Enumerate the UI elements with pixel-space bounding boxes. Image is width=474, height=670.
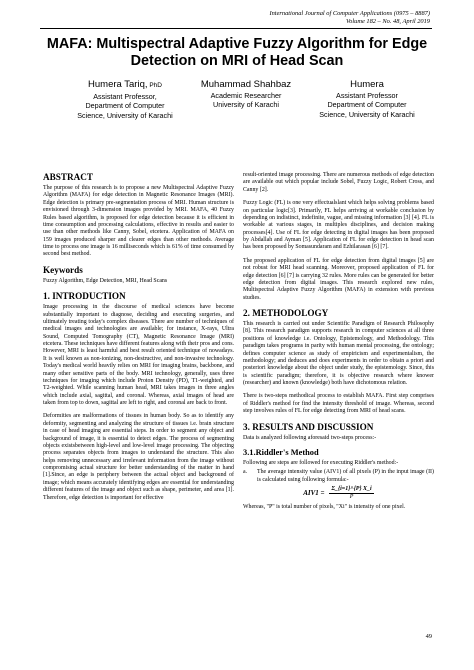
introduction-paragraph: Image processing in the discourse of medical sciences have become substantially important to diagnose, deciding and executing surgeries, and ultimately treating today's complex diseases. There are number of techniques of medical images and technologies are available; for instance, X-rays, Ultra Sound, Computed Tomography (CT), Magnetic Resonance Image (MRI) etcetera. These techniques have different features along with their pros and cons. However, MRI is least harmful and best result oriented technique of nowadays. It is well known as non-ionizing, non-destructive, and non-invasive technology. Today's medical world heavily relies on MRI for imaging brains, backbone, and many other sensitive parts of the body. MRI technology, generally, uses three techniques for imaging which include Proton Density (PD), T1-weighted, and T2-weighted. While scanning human head, MRI takes images in three angles which include axial, sagittal, and coronal. Whereas, axial images of head are taken from top to down, sagittal are left to right, and coronal are back to front.	[43, 304, 234, 406]
author-3	[292, 79, 442, 119]
body-paragraph: Data is analyzed following aforesaid two-steps process:-	[243, 434, 377, 441]
journal-citation: International Journal of Computer Applications (0975 – 8887)	[269, 10, 430, 17]
body-paragraph: Following are steps are followed for executing Riddler's method:-	[243, 459, 399, 466]
equation-fraction	[329, 486, 373, 501]
author-affiliation: Science, University of Karachi	[319, 109, 415, 119]
introduction-heading: 1. INTRODUCTION	[43, 291, 126, 302]
author-degree: PhD	[147, 82, 162, 89]
journal-header	[130, 10, 430, 26]
author-affiliation: Science, University of Karachi	[77, 110, 173, 120]
body-paragraph: This research is carried out under Scientific Paradigm of Research Philosophy [8]. This research paradigm supports research in computer sciences at all three positions of knowledge i.e. Ontology, Epistemology, and Methodology. This paradigm takes programs in parity with human mental processing, the ontology; defines computer science as study of empiricism and experimentalism, the methodology; and deduces and does experiments in order to obtain a priori and posteriori knowledge about the object under study, the epistemology. Since, this is scientific paradigm; therefore, it is objective research where knower (researcher) and known (knowledge) both have dichotomous relation.	[243, 321, 434, 386]
left-column	[43, 172, 234, 508]
title-line-1: MAFA: Multispectral Adaptive Fuzzy Algorithm for Edge	[46, 36, 428, 52]
introduction-paragraph: Deformities are malformations of tissues in human body. So as to identify any deformity, segmenting and analyzing the structure of tissues i.e. brain structure in case of head imaging are essential steps. In order to segment any object and background of image, it is essential to detect edges. The process of segmenting objects existsbetween high-level and low-level image processing. The objecting process separates objects from images to understand the structure. This also helps removing unnecessary and irrelevant information from the image without compromising actual structure for better understanding of the matter in hand [1].Since, an edge is periphery between the actual object and background of image; which means accurately identifying edges are essential for understanding different features of the image and object such as shape, perimeter, and area [1]. Therefore, edge detection is important for effective	[43, 413, 234, 501]
equation	[243, 486, 434, 501]
body-paragraph: Whereas, "P" is total number of pixels, "Xi" is intensity of one pixel.	[243, 504, 406, 510]
keywords-text: Fuzzy Algorithm, Edge Detection, MRI, Head Scans	[43, 277, 168, 284]
author-affiliation: Department of Computer	[85, 101, 165, 111]
page-number: 49	[425, 633, 432, 640]
author-affiliation: University of Karachi	[213, 100, 279, 110]
author-role: Academic Researcher	[210, 91, 282, 100]
author-name: Muhammad Shahbaz	[200, 79, 292, 90]
author-affiliation: Department of Computer	[327, 100, 407, 110]
journal-volume: Volume 182 – No. 48, April 2019	[345, 18, 430, 25]
riddler-heading: 3.1.Riddler's Method	[243, 447, 319, 457]
abstract-heading: ABSTRACT	[43, 172, 94, 182]
author-block	[30, 79, 444, 155]
list-item-label: a.	[243, 469, 248, 476]
paper-title	[30, 36, 444, 70]
author-name: Humera Tariq,	[88, 79, 148, 90]
author-role: Assistant Professor,	[93, 92, 157, 101]
body-paragraph: There is two-steps methodical process to establish MAFA. First step comprises of Riddler's method for find the intensity threshold of image. Whereas, second step involves rules of FL for edge detecting from MRI of head scans.	[243, 393, 434, 415]
author-name: Humera	[350, 79, 384, 90]
body-paragraph: result-oriented image processing. There are numerous methods of edge detection are available out which popular include Sobel, Fuzzy Logic, Robert Cross, and Canny [2].	[243, 172, 434, 193]
keywords-heading: Keywords	[43, 264, 83, 275]
methodology-heading: 2. METHODOLOGY	[243, 308, 329, 318]
body-paragraph: The proposed application of FL for edge detection from digital images [5] are not robust for MRI head scanning. Moreover, proposed application of FL for edge detection [6] [7] is carrying 32 rules. More rules can be generated for better edge detection from digital images. This research explored new rules, Multispectral Adaptive Fuzzy Algorithm (MAFA) in extension with previous studies.	[243, 257, 434, 301]
author-role: Assistant Professor	[336, 91, 398, 100]
right-column	[243, 172, 434, 517]
header-rule	[40, 28, 432, 29]
equation-denominator: P	[349, 494, 354, 500]
equation-numerator: Σ_{i=1}^{P} X_i	[331, 486, 372, 492]
equation-lhs: AIV1 =	[303, 488, 325, 497]
title-line-2: Detection on MRI of Head Scan	[130, 53, 344, 69]
list-item	[243, 469, 434, 484]
list-item-text: The average intensity value (AIV1) of all pixels (P) in the input image (II) is calculated using following formula:-	[257, 469, 434, 483]
results-heading: 3. RESULTS AND DISCUSSION	[243, 421, 374, 432]
abstract-text: The purpose of this research is to propose a new Multispectral Adaptive Fuzzy Algorithm (MAFA) for edge detection in Magnetic Resonance Images (MRI). Edge detection is primary pre-segmentation process of MRI. Human structure is envisioned through 3-dimension images provided by MRI. MAFA, 40 Fuzzy Rules based algorithm, is proposed for edge detection because it is efficient in time consumption and processing calculations, effective in results and easier to use than other methods like Canny, Sobel, etcetera. Application of MAFA on 159 images produced sharper and clearer edges than other methods. Average time to process one image is 16 milliseconds which is 61% of time consumed by second best method.	[43, 185, 234, 258]
body-paragraph: Fuzzy Logic (FL) is one very effectualslant which helps solving problems based on particular logic[3]. Primarily, FL helps arriving at workable conclusion by depending on indistinct, indefinite, vague, and missing information [3] [4]. FL is workable at various stages, in multiples disciplines, and decision making processes[4]. Use of FL for edge detecting in digital images has been proposed by Abdallah and Ayman [5]. Application of FL for edge detection in head scan has been proposed by Somasundaram and Ezhilarasan [6] [7].	[243, 200, 434, 251]
